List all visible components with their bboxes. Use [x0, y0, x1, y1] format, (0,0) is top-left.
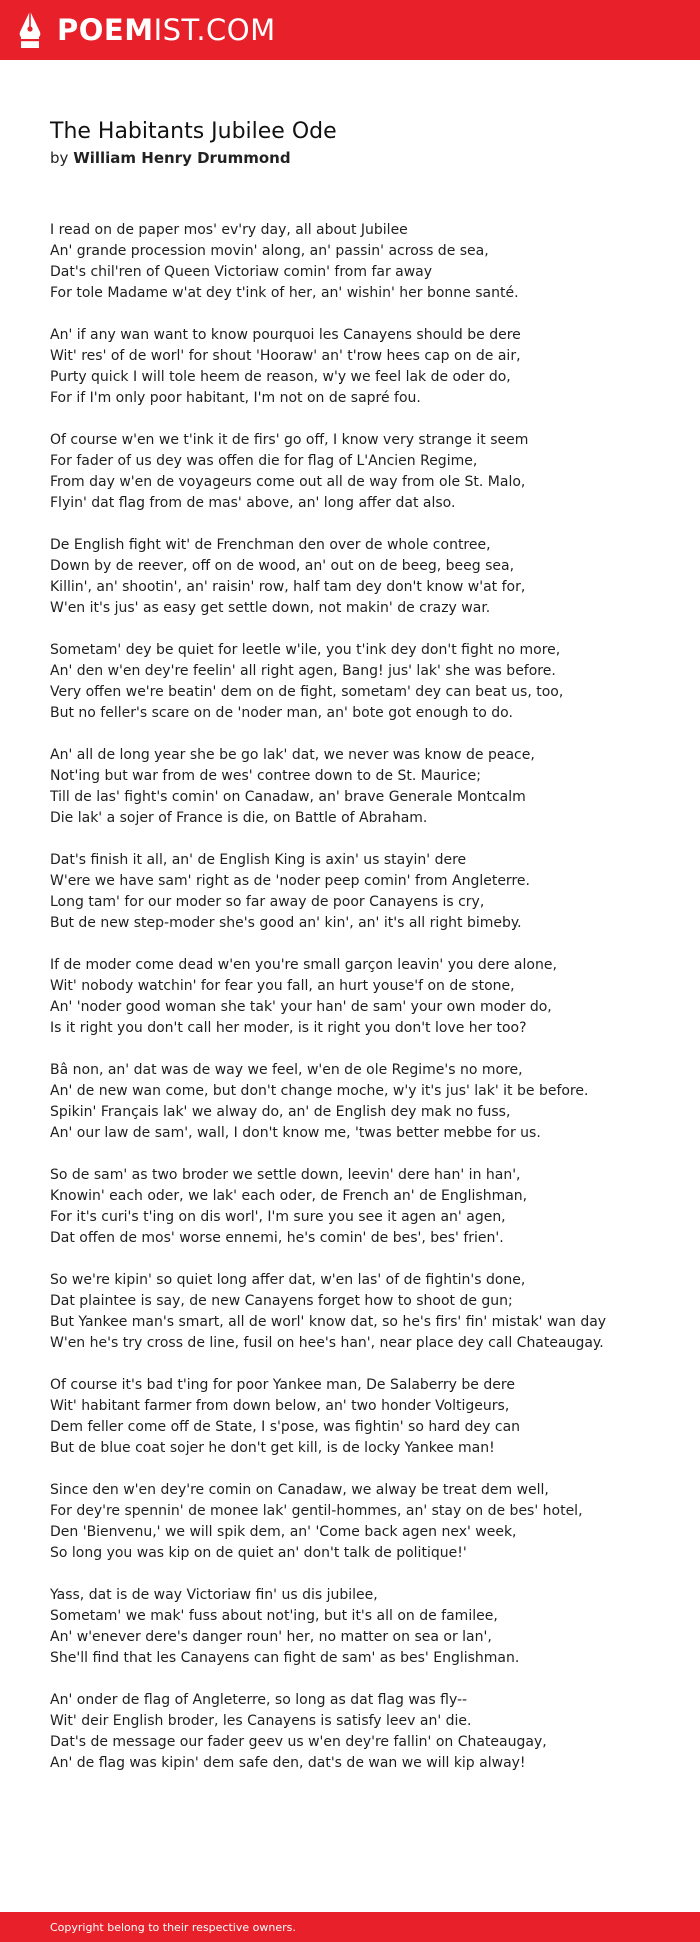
poem-line: Die lak' a sojer of France is die, on Battle of Abraham.	[50, 810, 428, 826]
poem-line: An' grande procession movin' along, an' passin' across de sea,	[50, 243, 489, 259]
site-logo-text	[57, 12, 276, 47]
poem-stanza	[50, 1060, 660, 1144]
poem-line: An' 'noder good woman she tak' your han' de sam' your own moder do,	[50, 999, 552, 1015]
site-logo[interactable]	[17, 10, 276, 50]
poem-line: An' den w'en dey're feelin' all right agen, Bang! jus' lak' she was before.	[50, 663, 556, 679]
poem-line: Not'ing but war from de wes' contree down to de St. Maurice;	[50, 768, 481, 784]
poem-stanza	[50, 1270, 660, 1354]
poem-stanza	[50, 640, 660, 724]
poem-line: Dem feller come off de State, I s'pose, was fightin' so hard dey can	[50, 1419, 521, 1435]
poem-line: For it's curi's t'ing on dis worl', I'm sure you see it agen an' agen,	[50, 1209, 506, 1225]
poem-line: Dat's finish it all, an' de English King is axin' us stayin' dere	[50, 852, 467, 868]
poem-line: For if I'm only poor habitant, I'm not on de sapré fou.	[50, 390, 421, 406]
poem-line: An' if any wan want to know pourquoi les Canayens should be dere	[50, 327, 521, 343]
poem-line: If de moder come dead w'en you're small garçon leavin' you dere alone,	[50, 957, 557, 973]
brand-bold: POEM	[57, 12, 154, 47]
poem-stanza	[50, 430, 660, 514]
poem-line: W'ere we have sam' right as de 'noder peep comin' from Angleterre.	[50, 873, 530, 889]
poem-line: De English fight wit' de Frenchman den over de whole contree,	[50, 537, 491, 553]
poem-line: Wit' deir English broder, les Canayens is satisfy leev an' die.	[50, 1713, 472, 1729]
poem-line: An' all de long year she be go lak' dat, we never was know de peace,	[50, 747, 535, 763]
poem-stanza	[50, 1480, 660, 1564]
copyright-notice: Copyright belong to their respective owners.	[50, 1920, 296, 1934]
poem-line: Till de las' fight's comin' on Canadaw, an' brave Generale Montcalm	[50, 789, 526, 805]
poem-line: Of course it's bad t'ing for poor Yankee man, De Salaberry be dere	[50, 1377, 515, 1393]
poem-line: For dey're spennin' de monee lak' gentil-hommes, an' stay on de bes' hotel,	[50, 1503, 583, 1519]
poem-stanza	[50, 1585, 660, 1669]
site-header	[0, 0, 700, 60]
poem-line: W'en he's try cross de line, fusil on hee's han', near place dey call Chateaugay.	[50, 1335, 604, 1351]
poem-stanza	[50, 955, 660, 1039]
poem-line: For fader of us dey was offen die for flag of L'Ancien Regime,	[50, 453, 478, 469]
poem-line: Den 'Bienvenu,' we will spik dem, an' 'Come back agen nex' week,	[50, 1524, 517, 1540]
poem-line: W'en it's jus' as easy get settle down, not makin' de crazy war.	[50, 600, 491, 616]
poem-stanza	[50, 1165, 660, 1249]
poem-line: But de blue coat sojer he don't get kill, is de locky Yankee man!	[50, 1440, 495, 1456]
poem-line: Dat offen de mos' worse ennemi, he's comin' de bes', bes' frien'.	[50, 1230, 504, 1246]
poem-line: An' onder de flag of Angleterre, so long as dat flag was fly--	[50, 1692, 468, 1708]
poem-byline	[50, 147, 660, 169]
poem-line: So long you was kip on de quiet an' don't talk de politique!'	[50, 1545, 467, 1561]
poem-line: From day w'en de voyageurs come out all de way from ole St. Malo,	[50, 474, 526, 490]
poem-line: But de new step-moder she's good an' kin', an' it's all right bimeby.	[50, 915, 522, 931]
poem-stanza	[50, 325, 660, 409]
poem-line: An' w'enever dere's danger roun' her, no matter on sea or lan',	[50, 1629, 492, 1645]
poem-line: An' de flag was kipin' dem safe den, dat's de wan we will kip alway!	[50, 1755, 526, 1771]
poem-line: Flyin' dat flag from de mas' above, an' long affer dat also.	[50, 495, 456, 511]
poem-line: Of course w'en we t'ink it de firs' go off, I know very strange it seem	[50, 432, 529, 448]
poem-line: An' our law de sam', wall, I don't know me, 'twas better mebbe for us.	[50, 1125, 541, 1141]
poem-line: I read on de paper mos' ev'ry day, all about Jubilee	[50, 222, 408, 238]
poem-line: Sometam' we mak' fuss about not'ing, but it's all on de familee,	[50, 1608, 498, 1624]
poem-line: Purty quick I will tole heem de reason, w'y we feel lak de oder do,	[50, 369, 511, 385]
poem-line: An' de new wan come, but don't change moche, w'y it's jus' lak' it be before.	[50, 1083, 589, 1099]
poem-line: Bâ non, an' dat was de way we feel, w'en de ole Regime's no more,	[50, 1062, 523, 1078]
poem-line: So we're kipin' so quiet long affer dat, w'en las' of de fightin's done,	[50, 1272, 526, 1288]
by-label: by	[50, 149, 69, 167]
brand-light: IST.COM	[153, 12, 276, 47]
poem-stanza	[50, 745, 660, 829]
poem-line: Since den w'en dey're comin on Canadaw, we alway be treat dem well,	[50, 1482, 549, 1498]
poem-line: Yass, dat is de way Victoriaw fin' us dis jubilee,	[50, 1587, 378, 1603]
poem-line: But no feller's scare on de 'noder man, an' bote got enough to do.	[50, 705, 513, 721]
poem-line: So de sam' as two broder we settle down, leevin' dere han' in han',	[50, 1167, 521, 1183]
poem-line: Dat's chil'ren of Queen Victoriaw comin' from far away	[50, 264, 433, 280]
poem-line: But Yankee man's smart, all de worl' know dat, so he's firs' fin' mistak' wan day	[50, 1314, 607, 1330]
pen-nib-icon	[17, 10, 43, 50]
poem-stanza	[50, 535, 660, 619]
poem-line: Down by de reever, off on de wood, an' out on de beeg, beeg sea,	[50, 558, 515, 574]
site-footer	[0, 1912, 700, 1942]
poem-title: The Habitants Jubilee Ode	[50, 119, 337, 144]
poem-line: Sometam' dey be quiet for leetle w'ile, you t'ink dey don't fight no more,	[50, 642, 561, 658]
poem-stanza	[50, 1690, 660, 1774]
poem-line: Wit' habitant farmer from down below, an' two honder Voltigeurs,	[50, 1398, 510, 1414]
poem-line: Long tam' for our moder so far away de poor Canayens is cry,	[50, 894, 485, 910]
poem-author[interactable]: William Henry Drummond	[73, 149, 291, 167]
poem-line: Is it right you don't call her moder, is it right you don't love her too?	[50, 1020, 527, 1036]
poem-body	[50, 220, 660, 1774]
poem-stanza	[50, 850, 660, 934]
poem-line: Wit' res' of de worl' for shout 'Hooraw' an' t'row hees cap on de air,	[50, 348, 521, 364]
poem-content	[50, 118, 660, 1795]
poem-line: Wit' nobody watchin' for fear you fall, an hurt youse'f on de stone,	[50, 978, 515, 994]
poem-stanza	[50, 1375, 660, 1459]
poem-line: Very offen we're beatin' dem on de fight, sometam' dey can beat us, too,	[50, 684, 564, 700]
poem-line: Spikin' Français lak' we alway do, an' de English dey mak no fuss,	[50, 1104, 511, 1120]
poem-line: She'll find that les Canayens can fight de sam' as bes' Englishman.	[50, 1650, 520, 1666]
poem-line: Knowin' each oder, we lak' each oder, de French an' de Englishman,	[50, 1188, 528, 1204]
poem-stanza	[50, 220, 660, 304]
poem-line: Dat plaintee is say, de new Canayens forget how to shoot de gun;	[50, 1293, 513, 1309]
poem-line: Dat's de message our fader geev us w'en dey're fallin' on Chateaugay,	[50, 1734, 547, 1750]
poem-line: Killin', an' shootin', an' raisin' row, half tam dey don't know w'at for,	[50, 579, 526, 595]
poem-line: For tole Madame w'at dey t'ink of her, an' wishin' her bonne santé.	[50, 285, 519, 301]
